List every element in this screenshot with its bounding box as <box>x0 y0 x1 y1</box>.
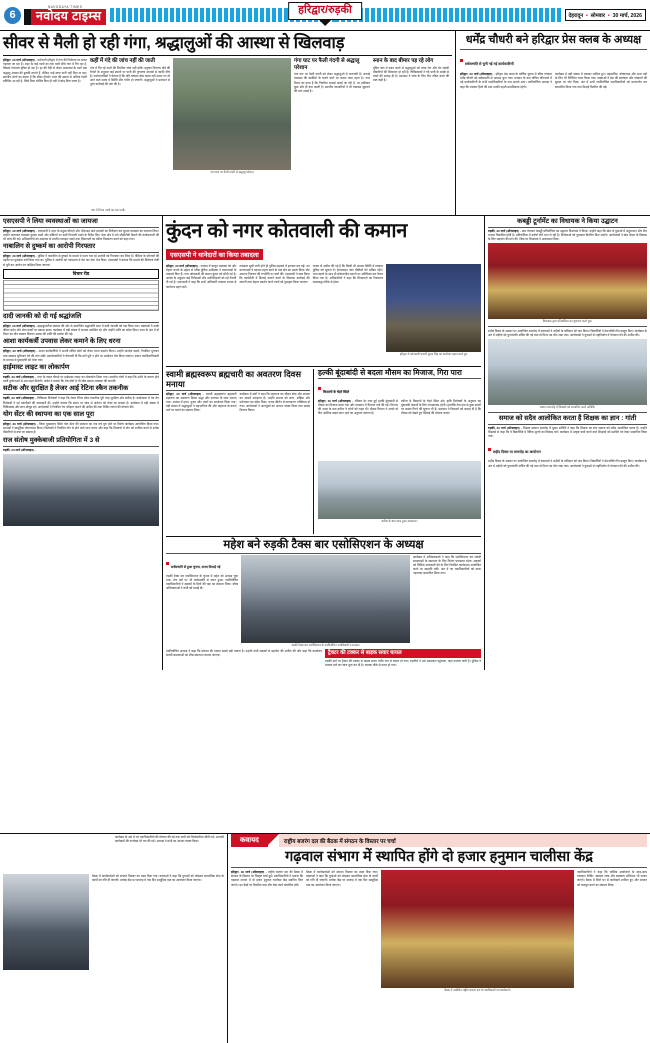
right-rule-1 <box>488 227 647 228</box>
center-bottom-kicker: सर्वसम्मति से हुआ चुनाव, शपथ दिलाई गई <box>171 564 221 569</box>
bottom-left-text-1 <box>3 835 112 873</box>
lead-photo-caption: गंगा घाट पर फैली गंदगी से श्रद्धालु परेशान <box>210 170 254 174</box>
bottom-banner-col3-text: पदाधिकारियों ने कहा कि धार्मिक आयोजनों के साथ-साथ रक्तदान शिविर, स्वास्थ्य जांच और स्वच्छता अभियान भी चलाए जाएंगे। बैठक में जिले भर से कार्यकर्ता शामिल हुए और संगठन को मजबूत करने का संकल्प लिया। <box>577 870 647 887</box>
square-bullet-icon-2 <box>318 387 321 390</box>
left-story1-text: एसएसपी ने शहर के प्रमुख चौराहों और भीड़भाड़ वाले इलाकों का निरीक्षण कर सुरक्षा व्यवस्था का जायजा लिया। उन्होंने यातायात व्यवस्था दुरुस्त रखने और संदिग्धों पर कड़ी निगरानी रखने के निर्देश दिए। मेला क्षेत्र में लगे सीसीटीवी कैमरों की कार्यप्रणाली की भी जांच की गई। अधिकारियों को आमजन से शालीन व्यवहार रखने तथा शिकायतों का त्वरित निस्तारण करने को कहा गया। <box>3 228 159 241</box>
lead-story <box>0 31 456 215</box>
center-story-right-col1 <box>318 399 398 459</box>
right-rule-4 <box>488 424 647 425</box>
bottom-banner-col2-text: बैठक में कार्यकर्ताओं को संगठन विस्तार का लक्ष्य दिया गया। वक्ताओं ने कहा कि युवाओं को जोड़कर सामाजिक सेवा के कार्यों को गति दी जाएगी। प्रत्येक केंद्र पर सप्ताह में एक दिन सामूहिक पाठ का आयोजन किया जाएगा। <box>306 870 378 887</box>
dateline-place: देहरादून <box>568 13 584 19</box>
left-story1-body <box>3 229 159 242</box>
right-caption-1: विधायक द्वारा प्रतियोगिता का शुभारंभ करते हुए। <box>542 319 593 324</box>
center-bottom-text3: नवनिर्वाचित अध्यक्ष ने कहा कि संगठन की एकता सबसे बड़ी ताकत है। उन्होंने सभी सदस्यों से सहयोग की अपील की और कहा कि कार्यालय संबंधी समस्याओं का शीघ्र समाधान कराया जाएगा। <box>166 649 322 658</box>
center-bottom-text1: रुड़की टैक्स बार एसोसिएशन के चुनाव में महेश को अध्यक्ष चुना गया। शेष पदों पर भी सर्वसम्मति से चयन हुआ। नवनिर्वाचित पदाधिकारियों ने सदस्यों के हितों की रक्षा का संकल्प लिया। वरिष्ठ अधिवक्ताओं ने सभी को बधाई दी। <box>166 573 238 591</box>
right-column <box>485 216 650 671</box>
press-club-col-1 <box>460 72 552 198</box>
right-story2-headline: समाज को सदैव आलोकित करता है शिक्षक का ज्ञान : गांती <box>498 414 637 422</box>
bottom-left-text-2 <box>115 835 224 873</box>
bottom-left-text-3-p: बैठक में कार्यकर्ताओं को संगठन विस्तार का लक्ष्य दिया गया। वक्ताओं ने कहा कि युवाओं को जोड़कर सामाजिक सेवा के कार्यों को गति दी जाएगी। प्रत्येक केंद्र पर सप्ताह में एक दिन सामूहिक पाठ का आयोजन किया जाएगा। <box>92 874 224 883</box>
left-story3-text: ब्रह्माकुमारीज संस्थान की ओर से आयोजित श्रद्धांजलि सभा में दादी जानकी को याद किया गया। वक्ताओं ने उनके जीवन दर्शन और सेवा कार्यों पर प्रकाश डाला। कार्यक्रम में बड़ी संख्या में साधक उपस्थित रहे और उन्होंने शांति का संदेश दिया। सभा के अंत में दो मिनट का मौन रखकर दिवंगत आत्मा की शांति की प्रार्थना की गई। <box>3 323 159 337</box>
right-photo-2 <box>488 339 647 405</box>
right-story2-dateline: रुड़की, 30 मार्च (ऑनलाइन) - <box>488 425 522 430</box>
bottom-left-photo <box>3 874 89 970</box>
center-story-left-text1: स्वामी ब्रह्मस्वरूप ब्रह्मचारी महाराज का अवतरण दिवस श्रद्धा और उल्लास के साथ मनाया गया। आश्रम में हवन, पूजन और भंडारे का आयोजन किया गया। बड़ी संख्या में श्रद्धालुओं ने सहभागिता की और महाराज के बताए मार्ग पर चलने का संकल्प लिया। <box>166 391 237 413</box>
center-bottom-caption: रुड़की टैक्स बार एसोसिएशन के नवनिर्वाचित पदाधिकारी व सदस्य। <box>291 642 360 647</box>
masthead <box>0 0 650 31</box>
bottom-banner-badge: कवायद <box>231 834 268 847</box>
lead-headline: सीवर से मैली हो रही गंगा, श्रद्धालुओं की आस्था से खिलवाड़ <box>3 34 345 52</box>
right-story3-text-b: शहीद दिवस के अवसर पर आयोजित समारोह में वक्ताओं ने शहीदों के बलिदान को याद किया। विद्यार्थियों ने देशभक्ति गीत प्रस्तुत किए। कार्यक्रम के अंत में शहीदों को पुष्पांजलि अर्पित की गई तथा दो मिनट का मौन रखा गया। आयोजकों ने युवाओं से राष्ट्रनिर्माण में योगदान देने की अपील की। <box>488 459 647 468</box>
logo-tagline: NAVODAYA TIMES <box>47 5 83 9</box>
center-main-col-2 <box>239 264 309 364</box>
lead-col-4 <box>373 58 449 208</box>
square-bullet-icon <box>460 59 463 62</box>
lead-section <box>0 31 650 216</box>
left-rule-2 <box>3 252 159 253</box>
left-story1-dateline: हरिद्वार, 30 मार्च (ऑनलाइन) - <box>3 228 37 233</box>
left-story8-headline: राज संतोष मुक्केबाजी प्रतियोगिता में 3 से <box>3 436 100 444</box>
right-story1-dateline: रुड़की, 30 मार्च (ऑनलाइन) - <box>488 228 521 233</box>
center-main-col-1 <box>166 264 236 364</box>
left-story1-headline: एसएसपी ने लिया व्यवस्थाओं का जायजा <box>3 217 98 225</box>
opinion-box-title: विचार रीड <box>3 269 159 279</box>
center-story-left-rule <box>166 390 310 391</box>
left-story4-text: आशा कार्यकर्त्रियों ने अपनी लंबित मांगों को लेकर धरना प्रदर्शन किया। उन्होंने मानदेय बढ़ाने, नियमित भुगतान तथा स्वास्थ्य सुविधाएं देने की मांग रखी। प्रदर्शनकारियों ने चेतावनी दी कि मांगें पूरी न होने पर आंदोलन तेज किया जाएगा। ज्ञापन उपजिलाधिकारी के माध्यम से मुख्यमंत्री को भेजा गया। <box>3 349 159 362</box>
bottom-banner-caption: बैठक में उपस्थित राष्ट्रीय बजरंग दल के पदाधिकारी एवं कार्यकर्ता। <box>444 988 511 992</box>
center-story-right-rule <box>318 378 481 379</box>
center-main-subhead: एसएसपी ने थानेदारों का किया तबादला <box>166 249 263 260</box>
right-story2-body <box>488 426 647 439</box>
press-club-headline: धर्मेंद्र चौधरी बने हरिद्वार प्रेस क्लब के अध्यक्ष <box>465 34 642 46</box>
press-club-col1-text: हरिद्वार प्रेस क्लब के वार्षिक चुनाव में वरिष्ठ पत्रकार धर्मेंद्र चौधरी को सर्वसम्मति से अध्यक्ष चुना गया। मतदान के बाद घोषित परिणामों में नई कार्यकारिणी के सभी पदाधिकारियों के नाम सामने आए। नवनिर्वाचित अध्यक्ष ने कहा कि पत्रकार हितों की रक्षा उनकी पहली प्राथमिकता रहेगी। <box>460 72 552 89</box>
newspaper-logo <box>24 5 106 25</box>
center-bottom-col-3 <box>413 555 481 648</box>
center-main-col-3 <box>313 264 383 364</box>
center-main-col3-text: जनता से अपील की गई है कि किसी भी आपात स्थिति में तत्काल पुलिस को सूचना दें। हेल्पलाइन नंबर चौबीसों घंटे सक्रिय रहेंगे। गश्त बढ़ाने के साथ ही संवेदनशील स्थानों पर अतिरिक्त बल तैनात किया गया है। अधिकारियों ने कहा कि शिकायतों का निस्तारण समयबद्ध तरीके से होगा। <box>312 263 384 285</box>
center-story-right-kicker: किसानों के चेहरे खिले <box>323 389 350 394</box>
left-story6-headline: सटीक और सुरक्षित है लेजर आई रेटिना स्कैन तकनीक <box>3 385 129 393</box>
press-club-story <box>456 31 650 215</box>
lead-rule <box>3 55 452 56</box>
right-story2-text: शिक्षक सम्मान समारोह में मुख्य अतिथि ने कहा कि शिक्षक का ज्ञान समाज को सदैव आलोकित करता है। उन्होंने शिक्षकों से कहा कि वे विद्यार्थियों में नैतिक मूल्यों का विकास करें। कार्यक्रम में उत्कृष्ट कार्य करने वाले शिक्षकों को प्रशस्ति पत्र देकर सम्मानित किया गया। <box>488 425 647 439</box>
lead-col3-title: गंगा घाट पर फैली गंदगी से श्रद्धालु परेशान <box>294 58 360 71</box>
dateline-sep-1: • <box>584 13 590 19</box>
center-main-caption: हरिद्वार में कोतवाली प्रभारी कुंदन सिंह का कार्यभार ग्रहण करते हुए <box>399 351 468 356</box>
left-story5-text: नगर के व्यस्त चौराहे पर हाईमास्ट लाइट का लोकार्पण किया गया। स्थानीय लोगों ने कहा कि अंधेरे के कारण होने वाली दुर्घटनाओं से अब राहत मिलेगी। पार्षद ने बताया कि शेष क्षेत्रों में भी शीघ्र प्रकाश व्यवस्था की जाएगी। <box>3 375 159 384</box>
lead-col4-title: स्नान के बाद बीमार पड़ रहे लोग <box>373 58 434 64</box>
lead-photo <box>173 58 291 170</box>
edition-flag-tail <box>319 20 331 26</box>
lead-col1-dateline: हरिद्वार, 30 मार्च (ऑनलाइन) - <box>3 58 37 62</box>
bottom-banner-subhead: राष्ट्रीय बजरंग दल की बैठक में संगठन के विस्तार पर चर्चा <box>279 834 647 847</box>
right-story1-text: ग्राम पंचायत कबड्डी प्रतियोगिता का उद्घाटन विधायक ने किया। उन्होंने कहा कि खेल से युवाओं में अनुशासन और टीम भावना विकसित होती है। प्रतियोगिता में दर्जनों टीमें भाग ले रही हैं। विजेताओं को पुरस्कार वितरित किए जाएंगे। आयोजकों ने खेल मैदान के विकास के लिए सहयोग की मांग की, जिस पर विधायक ने आश्वासन दिया। <box>488 228 647 241</box>
center-brief-text: रुड़की मार्ग पर ट्रैक्टर की टक्कर से बाइक सवार गंभीर रूप से घायल हो गया। राहगीरों ने उसे अस्पताल पहुंचाया, जहां उपचार जारी है। पुलिस ने मामला दर्ज कर जांच शुरू कर दी है। चालक मौके से फरार हो गया। <box>325 658 481 667</box>
bottom-left-text-2-p: कार्यक्रम के अंत में नए पदाधिकारियों की घोषणा की गई तथा सभी को जिम्मेदारियां सौंपी गईं। आगामी कार्यक्रमों की रूपरेखा भी तय की गई। अध्यक्ष ने सभी का आभार व्यक्त किया। <box>115 835 224 844</box>
left-story5-headline: हाईमास्ट लाइट का लोकार्पण <box>3 364 70 372</box>
center-story-left-headline: स्वामी ब्रह्मस्वरूप ब्रह्मचारी का अवतरण दिवस मनाया <box>166 368 301 389</box>
left-story3-headline: दादी जानकी को दी गई श्रद्धांजलि <box>3 312 82 320</box>
left-story7-text: जिला मुख्यालय स्थित योग सेंटर की स्थापना का एक वर्ष पूरा होने पर विशेष कार्यक्रम आयोजित किया गया। साधकों ने सामूहिक योगाभ्यास किया। विशेषज्ञों ने नियमित योग से होने वाले लाभ बताए और कहा कि दिनचर्या में योग को शामिल करने से अनेक बीमारियों से बचा जा सकता है। <box>3 422 159 435</box>
center-rule-2 <box>166 536 481 537</box>
left-story6-dateline: रुड़की, 30 मार्च (ऑनलाइन) - <box>3 396 37 401</box>
bottom-banner-col-2 <box>306 870 378 1004</box>
right-story3-body <box>488 459 647 467</box>
bottom-banner-photo <box>381 870 574 988</box>
left-story5-dateline: रुड़की, 30 मार्च (ऑनलाइन) - <box>3 375 37 380</box>
press-club-dateline: हरिद्वार, 30 मार्च (ऑनलाइन) - <box>460 72 495 76</box>
center-brief <box>325 649 481 669</box>
left-story4-headline: आशा कार्यकर्त्री उपवास लेकर कमाने के लिए धरना <box>3 338 121 346</box>
center-bottom-headline: महेश बने रुड़की टैक्स बार एसोसिएशन के अध्यक्ष <box>223 538 424 551</box>
left-story3-dateline: हरिद्वार, 30 मार्च (ऑनलाइन) - <box>3 323 37 328</box>
center-story-right-dateline: हरिद्वार, 30 मार्च (ऑनलाइन) - <box>318 398 354 403</box>
left-story5-body <box>3 375 159 383</box>
edition-name: हरिद्वार/रुड़की <box>288 2 362 20</box>
left-story7-headline: योग सेंटर की स्थापना का एक साल पूरा <box>3 411 95 419</box>
lead-col-2 <box>90 58 170 208</box>
left-story2-dateline: हरिद्वार, 30 मार्च (ऑनलाइन) - <box>3 254 37 259</box>
edition-flag <box>288 2 362 26</box>
center-story-right-text1: रविवार देर शाम हुई हल्की बूंदाबांदी से मौसम का मिजाज बदल गया और तापमान में गिरावट दर्ज की गई। दिनभर की उमस के बाद बारिश ने लोगों को राहत दी। मौसम विभाग ने अगले दो दिन आंशिक बादल छाए रहने का अनुमान जताया है। <box>318 398 398 416</box>
bottom-banner-dateline: हरिद्वार, 30 मार्च (ऑनलाइन) - <box>231 870 267 874</box>
center-weather-caption: बारिश के बाद साफ हुआ आसमान। <box>381 518 418 523</box>
bottom-banner-rule <box>231 867 647 868</box>
left-rule-7 <box>3 420 159 421</box>
left-column <box>0 216 163 671</box>
left-rule-8 <box>3 446 159 447</box>
center-main-dateline: हरिद्वार, 30 मार्च (ऑनलाइन) - <box>166 263 200 268</box>
left-story3-body <box>3 324 159 337</box>
bottom-banner-bar <box>231 834 647 847</box>
left-story7-body <box>3 422 159 435</box>
right-photo-1 <box>488 243 647 319</box>
middle-section <box>0 216 650 671</box>
right-rule-3 <box>488 412 647 413</box>
page-number-badge: 6 <box>4 7 21 24</box>
center-bottom-col-4 <box>166 649 322 669</box>
lead-col-1 <box>3 58 87 208</box>
left-story2-headline: नाबालिग से दुष्कर्म का आरोपी गिरफ्तार <box>3 243 96 251</box>
center-brief-headline: ट्रैक्टर की टक्कर से बाइक सवार घायल <box>325 649 481 658</box>
left-story2-text: पुलिस ने नाबालिग से दुष्कर्म के मामले में फरार चल रहे आरोपी को गिरफ्तार कर लिया है। पीड़िता के परिजनों की तहरीर पर मुकदमा दर्ज किया गया था। पुलिस ने आरोपी को न्यायालय में पेश कर जेल भेज दिया। एसएसपी ने बताया कि मामले की विवेचना तेजी से पूरी कर आरोप पत्र दाखिल किया जाएगा। <box>3 254 159 267</box>
lead-col2-text: गंगा में गिर रहे नालों की नियमित जांच नहीं होती। प्रदूषण नियंत्रण बोर्ड की रिपोर्ट के अनुसार कई स्थानों पर पानी की गुणवत्ता मानकों से काफी नीचे है। पर्यावरणविदों ने चेताया है कि यदि तत्काल ठोस कदम नहीं उठाए गए तो आने वाले समय में स्थिति और गंभीर हो जाएगी। श्रद्धालुओं ने प्रशासन से तुरंत कार्रवाई की मांग की है। <box>90 65 170 87</box>
right-story3-text-a: शहीद दिवस के अवसर पर आयोजित समारोह में वक्ताओं ने शहीदों के बलिदान को याद किया। विद्यार्थियों ने देशभक्ति गीत प्रस्तुत किए। कार्यक्रम के अंत में शहीदों को पुष्पांजलि अर्पित की गई तथा दो मिनट का मौन रखा गया। आयोजकों ने युवाओं से राष्ट्रनिर्माण में योगदान देने की अपील की। <box>488 328 647 337</box>
center-main-photo-block <box>386 264 481 364</box>
bottom-left-block <box>0 834 228 1043</box>
lead-photo-block <box>173 58 291 208</box>
bottom-banner-block <box>228 834 650 1043</box>
lead-col4-text: दूषित जल में स्नान करने से श्रद्धालुओं को त्वचा रोग और पेट संबंधी बीमारियों की शिकायत हो रही है। चिकित्सकों ने गंदे पानी के संपर्क से बचने की सलाह दी है। प्रशासन ने जांच के लिए टीम गठित करने की बात कही है। <box>373 65 449 83</box>
left-story6-body <box>3 396 159 409</box>
press-club-col2-text: कार्यक्रम में बड़ी संख्या में पत्रकार शामिल हुए। महासचिव, कोषाध्यक्ष और अन्य पदों के लिए भी निर्विरोध चयन किया गया। वक्ताओं ने प्रेस की स्वतंत्रता और पत्रकारों की सुरक्षा पर जोर दिया। अंत में सभी नवनिर्वाचित पदाधिकारियों को माल्यार्पण कर सम्मानित किया गया तथा मिठाई वितरित की गई। <box>555 72 647 89</box>
bottom-banner-col-3 <box>577 870 647 1004</box>
left-story8-dateline: रुड़की, 30 मार्च (ऑनलाइन) - <box>3 447 36 452</box>
center-story-left-col2 <box>240 392 311 534</box>
decorative-bars-right <box>335 8 560 22</box>
left-story8-body <box>3 448 159 452</box>
center-rule-main <box>166 366 481 367</box>
center-bottom-col-1 <box>166 555 238 648</box>
right-story1-body <box>488 229 647 242</box>
lead-bottom-caption: गंगा में गिरता नालों का गंदा पानी। <box>91 208 126 212</box>
right-story3-headline: शहीद दिवस पर समारोह का आयोजन <box>493 450 541 455</box>
press-club-rule <box>460 49 647 50</box>
right-story1-cont <box>488 329 647 337</box>
center-bottom-text2: कार्यक्रम में अधिवक्ताओं ने कहा कि एसोसिएशन कर संबंधी समस्याओं के समाधान के लिए निरंतर प्रयासरत रहेगा। सदस्यों को विधिक जानकारी देने के लिए नियमित कार्यशाला आयोजित करने पर सहमति बनी। अंत में नए पदाधिकारियों को माला पहनाकर सम्मानित किया गया। <box>413 554 481 576</box>
press-club-col-2 <box>555 72 647 198</box>
right-rule-2 <box>488 326 647 327</box>
left-story4-dateline: हरिद्वार, 30 मार्च (ऑनलाइन) - <box>3 349 38 354</box>
left-rule-3 <box>3 322 159 323</box>
center-bottom-photo-block <box>241 555 410 648</box>
logo-text: नवोदय टाइम्स <box>24 9 106 25</box>
bottom-banner-headline: गढ़वाल संभाग में स्थापित होंगे दो हजार हनुमान चालीसा केंद्र <box>285 849 593 865</box>
left-story7-dateline: हरिद्वार, 30 मार्च (ऑनलाइन) - <box>3 422 38 427</box>
left-story4-body <box>3 349 159 362</box>
bottom-section <box>0 833 650 1043</box>
bottom-left-photo-block <box>3 874 89 970</box>
center-main-photo <box>386 264 481 352</box>
bottom-left-text-3 <box>92 874 224 970</box>
masthead-dateline <box>565 9 647 21</box>
left-bottom-photo <box>3 454 159 526</box>
left-story2-body <box>3 254 159 267</box>
dateline-day: सोमवार <box>590 13 606 19</box>
lead-col3-text: गंगा घाट पर फैली गंदगी को लेकर श्रद्धालुओं में नाराजगी है। सफाई व्यवस्था की खामियों के चलते घाटों पर कचरा जमा रहता है। नगर निगम का दावा है कि नियमित सफाई कराई जा रही है, पर हकीकत कुछ और ही बयां करती है। स्थानीय व्यापारियों ने भी व्यवस्था सुधारने की मांग उठाई है। <box>294 72 370 93</box>
center-bottom-rule <box>166 553 481 554</box>
left-rule-5 <box>3 373 159 374</box>
center-story-left-text2: कार्यक्रम में संतों ने कहा कि महाराज का जीवन सेवा और साधना का आदर्श उदाहरण है। उन्होंने समाज को सत्य, अहिंसा और परोपकार का संदेश दिया। भजन-कीर्तन से वातावरण भक्तिमय हो गया। आयोजकों ने आगंतुकों का आभार व्यक्त किया तथा प्रसाद वितरण किया। <box>239 391 310 413</box>
center-story-left <box>166 369 314 534</box>
press-club-kicker: सर्वसम्मति से चुनी गई नई कार्यकारिणी <box>465 62 514 66</box>
right-caption-2: सम्मान समारोह में शिक्षकों को सम्मानित करते अतिथि। <box>539 405 596 410</box>
lead-col-3 <box>294 58 370 208</box>
square-bullet-icon-3 <box>166 562 169 565</box>
center-story-right-text2: बारिश से किसानों के चेहरे खिल उठे। कृषि विशेषज्ञों के अनुसार यह बूंदाबांदी फसलों के लिए लाभदायक रहेगी। हालांकि तेज हवा से कुछ स्थानों पर फसल गिरने की सूचना भी है। प्रशासन ने किसानों को सलाह दी है कि मौसम को देखते हुए सिंचाई की योजना बनाएं। <box>401 398 481 416</box>
square-bullet-icon-4 <box>488 448 491 451</box>
dateline-date: 30 मार्च, 2026 <box>612 13 643 19</box>
right-story1-headline: कबड्डी टूर्नामेंट का विधायक ने किया उद्घाटन <box>517 217 618 225</box>
bottom-banner-col1-text: राष्ट्रीय बजरंग दल की बैठक में संगठन के विस्तार पर विस्तृत चर्चा हुई। पदाधिकारियों ने बताया कि गढ़वाल संभाग में दो हजार हनुमान चालीसा केंद्र स्थापित किए जाएंगे। इन केंद्रों पर नियमित पाठ और सेवा कार्य संचालित होंगे। <box>231 870 303 887</box>
banner-arrow-icon <box>268 834 279 845</box>
left-rule-4 <box>3 347 159 348</box>
center-column <box>163 216 485 671</box>
left-rule-1 <box>3 227 159 228</box>
center-main-col2-text: तबादला सूची जारी होते ही पुलिस महकमे में हलचल मच गई। नए थानाध्यक्षों ने पदभार ग्रहण करने के बाद क्षेत्र का भ्रमण किया और अपराध नियंत्रण की रणनीति पर चर्चा की। एसएसपी ने स्पष्ट किया कि कार्यशैली में ढिलाई बरतने वालों के खिलाफ कार्रवाई की जाएगी तथा बेहतर प्रदर्शन करने वालों को पुरस्कृत किया जाएगा। <box>239 263 310 285</box>
center-story-left-dateline: हरिद्वार, 30 मार्च (ऑनलाइन) - <box>166 391 205 396</box>
center-main-headline: कुंदन को नगर कोतवाली की कमान <box>166 219 408 242</box>
center-story-right-col2 <box>401 399 481 459</box>
opinion-box-body <box>3 280 159 311</box>
bottom-banner-photo-block <box>381 870 574 1004</box>
left-rule-6 <box>3 394 159 395</box>
bottom-banner-col-1 <box>231 870 303 1004</box>
center-story-right-headline: हल्की बूंदाबांदी से बदला मौसम का मिजाज, गिरा पारा <box>318 367 462 377</box>
left-story6-text: चिकित्सा विशेषज्ञों ने कहा कि लेजर रेटिना स्कैन तकनीक पूरी तरह सुरक्षित और सटीक है। कार्यशाला में नेत्र रोग विशेषज्ञों ने नई तकनीकों की जानकारी दी। उन्होंने बताया कि समय पर जांच से अंधेपन को रोका जा सकता है। कार्यक्रम में बड़ी संख्या में चिकित्सक और छात्र मौजूद रहे। आयोजकों ने नियमित नेत्र परीक्षण कराने की अपील की तथा शिविर लगाने की घोषणा की। <box>3 396 159 409</box>
lead-col1-text: धर्मनगरी हरिद्वार में गंगा की निर्मलता पर संकट गहराता जा रहा है। शहर के कई नालों का गंदा पानी सीधे गंगा में गिर रहा है, जिससे गंगाजल दूषित हो रहा है। हर की पैड़ी से लेकर आसपास के घाटों तक श्रद्धालु आस्था की डुबकी लगाते हैं, लेकिन उन्हें साफ पानी नहीं मिल पा रहा। स्थानीय लोगों का कहना है कि सीवर ट्रीटमेंट प्लांट की क्षमता से अधिक गंदगी प्रतिदिन आ रही है, जिसे बिना शोधित किए ही नदी में छोड़ दिया जाता है। <box>3 58 87 84</box>
lead-col2-title: कहीं में गंदे की जांच नहीं की जाती <box>90 58 156 64</box>
center-bottom-photo <box>241 555 410 643</box>
center-story-left-col1 <box>166 392 237 534</box>
center-main-col1-text: जनपद में कानून व्यवस्था को और बेहतर बनाने के उद्देश्य से वरिष्ठ पुलिस अधीक्षक ने थानाध्यक्षों के तबादले किए हैं। नगर कोतवाली की कमान कुंदन को सौंपी गई है। आदेश के अनुसार कई निरीक्षकों और उपनिरीक्षकों को नई तैनाती दी गई है। एसएसपी ने कहा कि सभी अधिकारी तत्काल प्रभाव से कार्यभार ग्रहण करें। <box>166 263 237 289</box>
center-weather-photo <box>318 461 481 519</box>
center-story-right <box>318 369 481 534</box>
dateline-sep-2: • <box>606 13 612 19</box>
